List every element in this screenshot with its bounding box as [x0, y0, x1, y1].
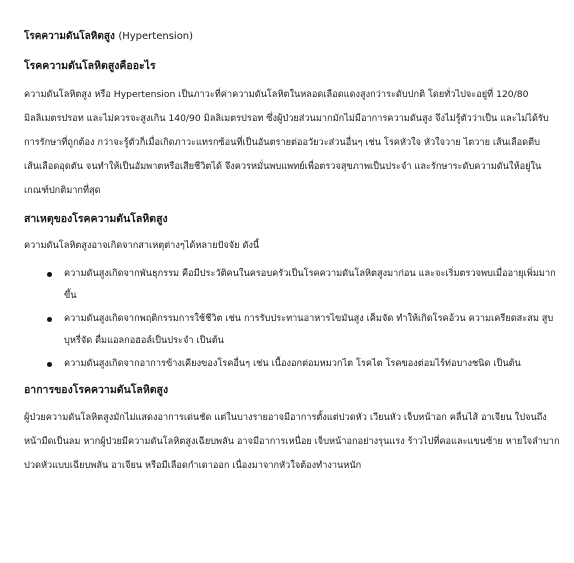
document-title-english: (Hypertension)	[118, 31, 194, 42]
document-title	[24, 29, 564, 44]
section-heading-what-is: โรคความดันโลหิตสูงคืออะไร	[24, 60, 156, 72]
bullet-dot-icon	[47, 317, 52, 322]
list-item	[64, 353, 564, 375]
section-body-what-is: ความดันโลหิตสูง หรือ Hypertension เป็นภาวะที่ค่าความดันโลหิตในหลอดเลือดแดงสูงกว่าระดับปกติ โดยทั่วไปจะอยู่ที่ 120/80 มิลลิเมตรปรอท และไม่ควรจะสูงเกิน 140/90 มิลลิเมตรปรอท ซึ่งผู้ป่วยส่วนมากมักไม่มีอาการความดันสูง จึงไม่รู้ตัวว่าเป็น และไม่ได้รับการรักษาที่ถูกต้อง กว่าจะรู้ตัวก็เมื่อเกิดภาวะแทรกซ้อนที่เป็นอันตรายต่ออวัยวะส่วนอื่นๆ เช่น โรคหัวใจ หัวใจวาย ไตวาย เส้นเลือดตีบ เส้นเลือดอุดตัน จนทำให้เป็นอัมพาตหรือเสียชีวิตได้ จึงควรหมั่นพบแพทย์เพื่อตรวจสุขภาพเป็นประจำ และรักษาระดับความดันให้อยู่ในเกณฑ์ปกติมากที่สุด	[24, 89, 549, 196]
list-item-text: ความดันสูงเกิดจากพฤติกรรมการใช้ชีวิต เช่น การรับประทานอาหารไขมันสูง เค็มจัด ทำให้เกิดโรคอ้วน ความเครียดสะสม สูบบุหรี่จัด ดื่มแอลกอฮอล์เป็นประจำ เป็นต้น	[64, 313, 554, 346]
section-heading-symptoms: อาการของโรคความดันโลหิตสูง	[24, 384, 169, 396]
section-intro-causes: ความดันโลหิตสูงอาจเกิดจากสาเหตุต่างๆได้หลายปัจจัย ดังนี้	[24, 240, 260, 251]
section-heading-causes: สาเหตุของโรคความดันโลหิตสูง	[24, 213, 168, 225]
list-item	[64, 263, 564, 307]
bullet-dot-icon	[47, 272, 52, 277]
list-item-text: ความดันสูงเกิดจากพันธุกรรม คือมีประวัติคนในครอบครัวเป็นโรคความดันโลหิตสูงมาก่อน และจะเริ่มตรวจพบเมื่ออายุเพิ่มมากขึ้น	[64, 268, 556, 301]
bullet-dot-icon	[47, 362, 52, 367]
document-title-thai: โรคความดันโลหิตสูง	[24, 31, 115, 42]
list-item	[64, 308, 564, 352]
causes-list	[24, 263, 564, 375]
list-item-text: ความดันสูงเกิดจากอาการข้างเคียงของโรคอื่นๆ เช่น เนื้องอกต่อมหมวกไต โรคไต โรคของต่อมไร้ท่อบางชนิด เป็นต้น	[64, 358, 521, 369]
section-body-symptoms: ผู้ป่วยความดันโลหิตสูงมักไม่แสดงอาการเด่นชัด แต่ในบางรายอาจมีอาการตั้งแต่ปวดหัว เวียนหัว เจ็บหน้าอก คลื่นไส้ อาเจียน ใปจนถึงหน้ามืดเป็นลม หากผู้ป่วยมีความดันโลหิตสูงเฉียบพลัน อาจมีอาการเหนื่อย เจ็บหน้าอกอย่างรุนแรง ร้าวไปที่คอและแขนซ้าย หายใจลำบาก ปวดหัวแบบเฉียบพลัน อาเจียน หรือมีเลือดกำเดาออก เนื่องมาจากหัวใจต้องทำงานหนัก	[24, 412, 560, 471]
